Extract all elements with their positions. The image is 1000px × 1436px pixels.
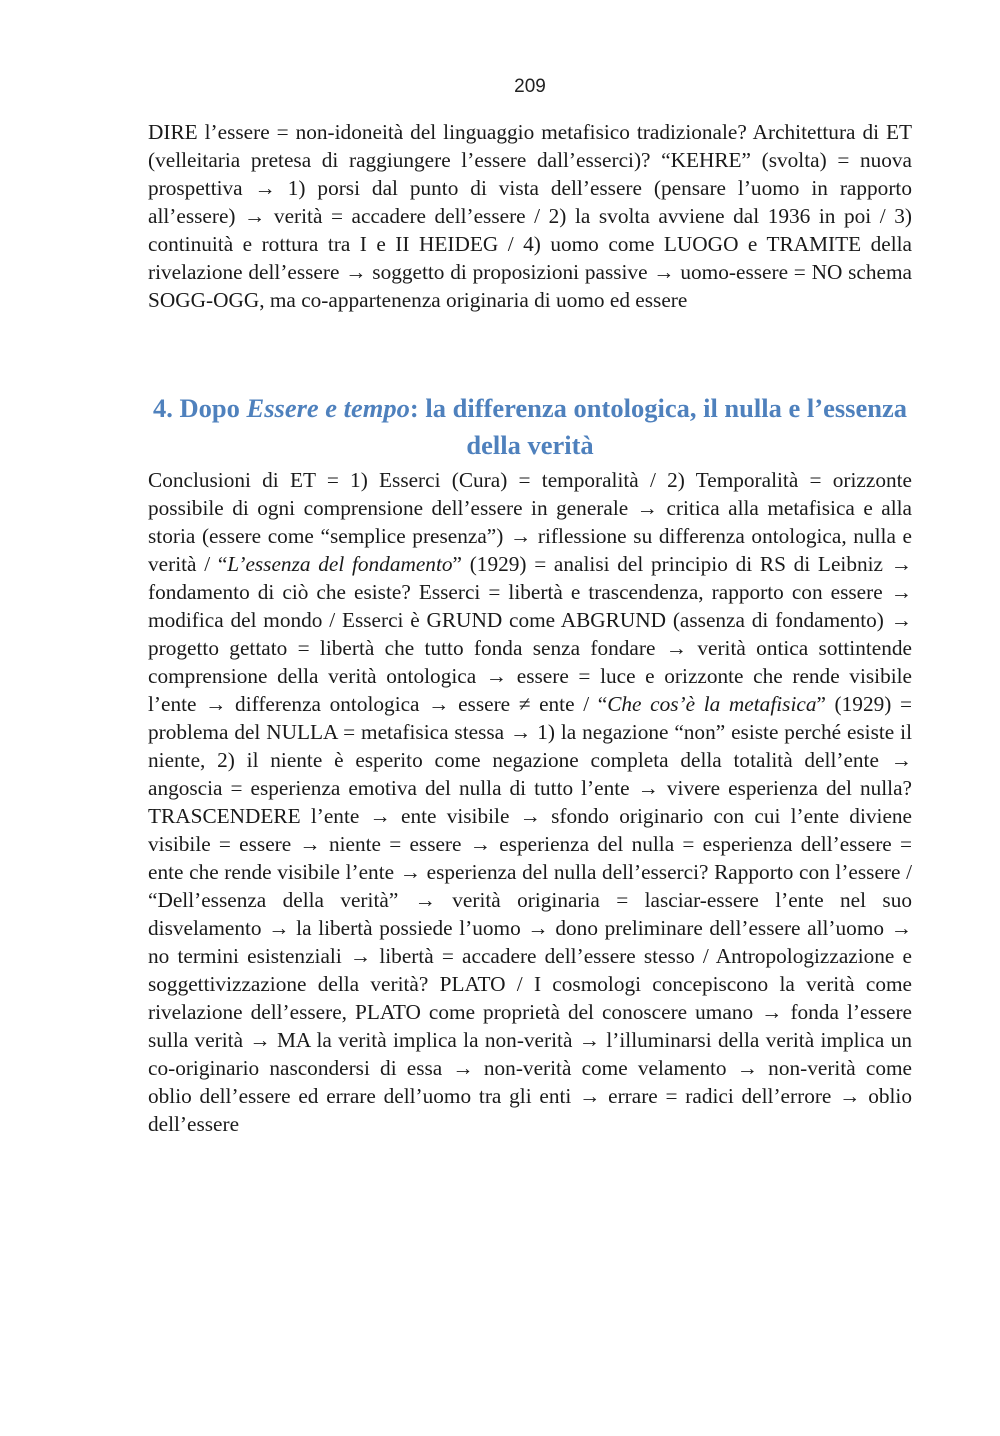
page-number: 209 [514, 76, 546, 97]
paragraph-main-part2: ” (1929) = analisi del principio di RS di Leibniz → fondamento di ciò che esiste? Esserci = libertà e trascendenza, rapporto con essere → modifica del mondo / Esserci è GRUND come ABGRUND (assenza di fondamento) → progetto gettato = libertà che tutto fonda senza fondare → verità ontica sottintende comprensione della verità ontologica → essere = luce e orizzonte che rende visibile l’ente → differenza ontologica → essere ≠ ente / “ [148, 552, 912, 716]
work-title-che-cos-e-metafisica: Che cos’è la metafisica [607, 692, 817, 716]
section-heading [148, 390, 912, 464]
paragraph-top [148, 118, 912, 314]
paragraph-top-text: DIRE l’essere = non-idoneità del linguaggio metafisico tradizionale? Architettura di ET (velleitaria pretesa di raggiungere l’essere dall’esserci)? “KEHRE” (svolta) = nuova prospettiva → 1) porsi dal punto di vista dell’essere (pensare l’uomo in rapporto all’essere) → verità = accadere dell’essere / 2) la svolta avviene dal 1936 in poi / 3) continuità e rottura tra I e II HEIDEG / 4) uomo come LUOGO e TRAMITE della rivelazione dell’essere → soggetto di proposizioni passive → uomo-essere = NO schema SOGG-OGG, ma co-appartenenza originaria di uomo ed essere [148, 120, 912, 312]
work-title-essenza-fondamento: L’essenza del fondamento [227, 552, 453, 576]
heading-title-italic: Essere e tempo [246, 393, 410, 423]
heading-rest: : la differenza ontologica, il nulla e l’essenza della verità [409, 393, 907, 460]
paragraph-main [148, 466, 912, 1138]
heading-number: 4. Dopo [153, 393, 247, 423]
paragraph-main-part3: ” (1929) = problema del NULLA = metafisica stessa → 1) la negazione “non” esiste perché esiste il niente, 2) il niente è esperito come negazione completa della totalità dell’ente → angoscia = esperienza emotiva del nulla di tutto l’ente → vivere esperienza del nulla? TRASCENDERE l’ente → ente visibile → sfondo originario con cui l’ente diviene visibile = essere → niente = essere → esperienza del nulla = esperienza dell’essere = ente che rende visibile l’ente → esperienza del nulla dell’esserci? Rapporto con l’essere / “Dell’essenza della verità” → verità originaria = lasciar-essere l’ente nel suo disvelamento → la libertà possiede l’uomo → dono preliminare dell’essere all’uomo → no termini esistenziali → libertà = accadere dell’essere stesso / Antropologizzazione e soggettivizzazione della verità? PLATO / I cosmologi concepiscono la verità come rivelazione dell’essere, PLATO come proprietà del conoscere umano → fonda l’essere sulla verità → MA la verità implica la non-verità → l’illuminarsi della verità implica un co-originario nascondersi di essa → non-verità come velamento → non-verità come oblio dell’essere ed errare dell’uomo tra gli enti → errare = radici dell’errore → oblio dell’essere [148, 692, 912, 1136]
paragraph-main-part1: Conclusioni di ET = 1) Esserci (Cura) = temporalità / 2) Temporalità = orizzonte possibile di ogni comprensione dell’essere in generale → critica alla metafisica e alla storia (essere come “semplice presenza”) → riflessione su differenza ontologica, nulla e verità / “ [148, 468, 912, 576]
